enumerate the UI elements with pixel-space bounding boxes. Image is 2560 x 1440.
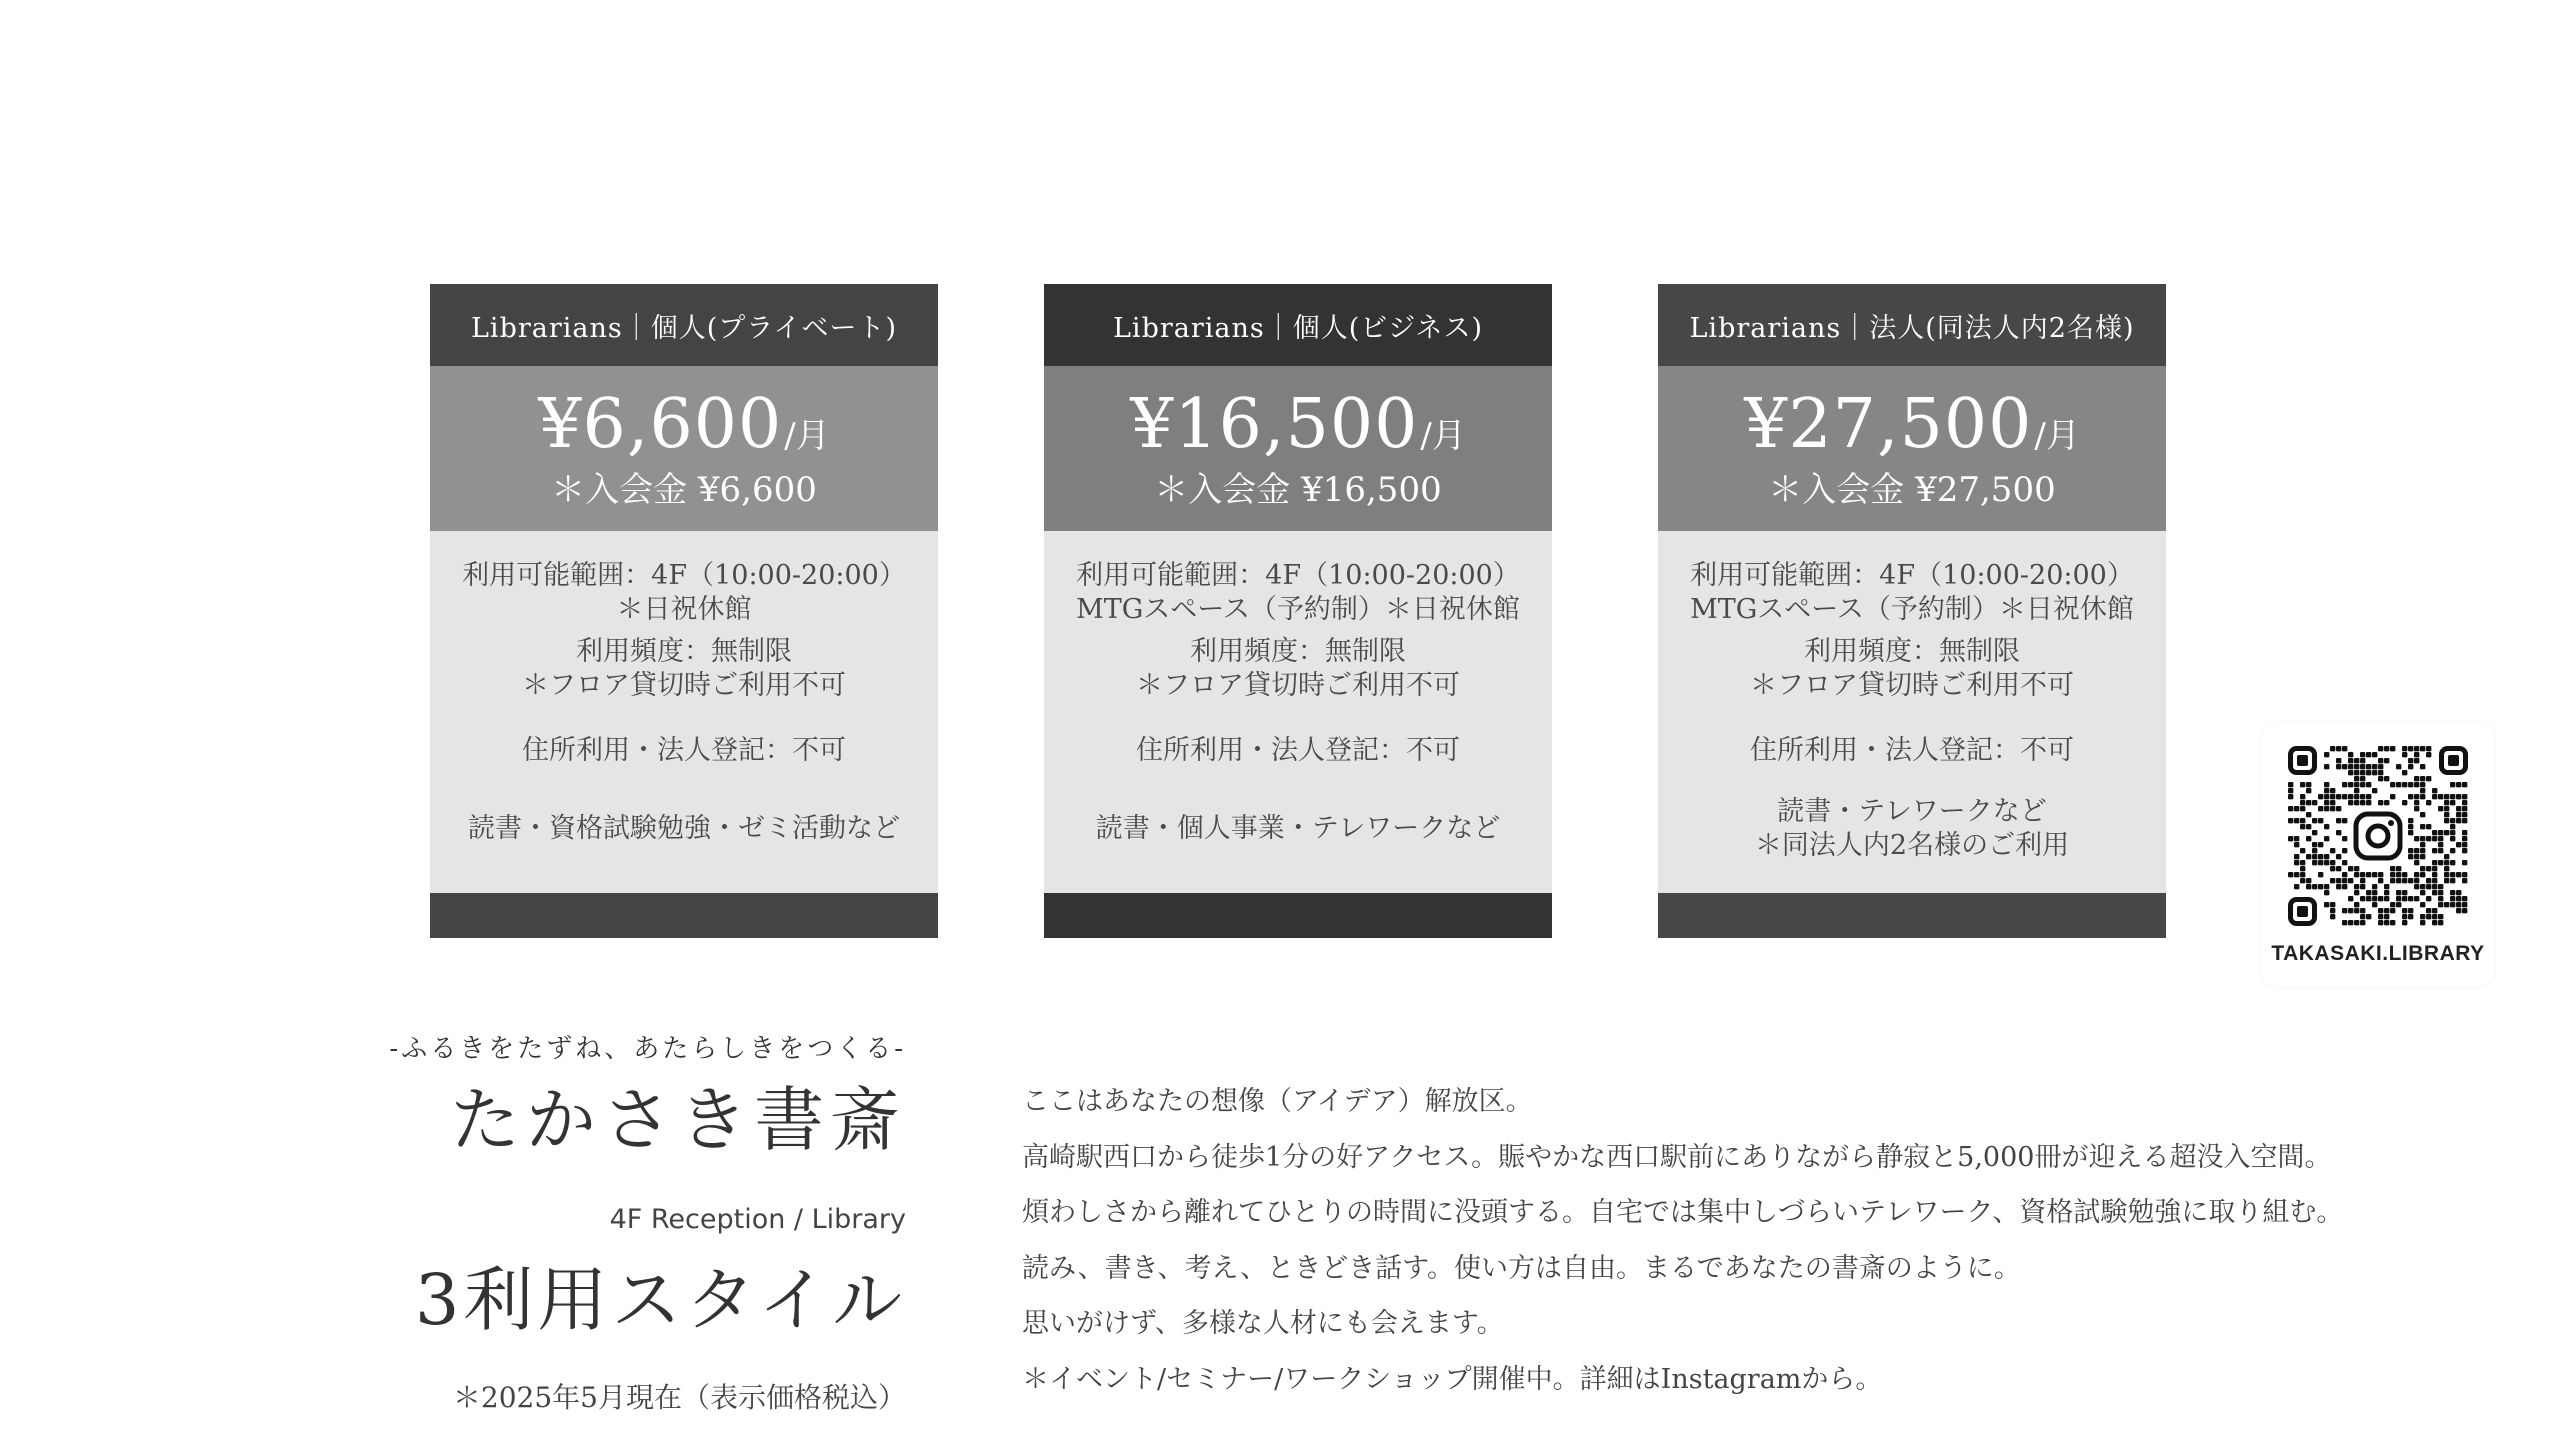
usage-examples-note: ＊同法人内2名様のご利用 — [1754, 830, 2070, 861]
plan-card-footer — [430, 893, 938, 938]
plan-card-corporate — [1658, 284, 2166, 938]
description-line: 思いがけず、多様な人材にも会えます。 — [1022, 1308, 1504, 1339]
description-line: ここはあなたの想像（アイデア）解放区。 — [1022, 1086, 1533, 1117]
plan-card-footer — [1044, 893, 1552, 938]
usage-frequency-note: ＊フロア貸切時ご利用不可 — [522, 670, 846, 701]
plan-card-price-panel — [1658, 366, 2166, 531]
description-line: 読み、書き、考え、ときどき話す。使い方は自由。まるであなたの書斎のように。 — [1022, 1252, 2021, 1284]
instagram-icon — [2350, 808, 2406, 864]
price-unit: /月 — [784, 415, 830, 456]
price-amount: ¥27,500 — [1744, 384, 2033, 464]
closed-days: MTGスペース（予約制）＊日祝休館 — [1076, 594, 1520, 625]
qr-code[interactable] — [2288, 746, 2468, 926]
usage-frequency-note: ＊フロア貸切時ご利用不可 — [1136, 670, 1460, 701]
plan-card-details — [430, 531, 938, 893]
plan-card-footer — [1658, 893, 2166, 938]
price-unit: /月 — [2034, 415, 2080, 456]
instagram-qr-card[interactable] — [2262, 724, 2494, 986]
brand-title: たかさき書斎 — [450, 1079, 906, 1161]
closed-days: ＊日祝休館 — [616, 594, 752, 625]
address-registration: 住所利用・法人登記：不可 — [1136, 735, 1460, 766]
enrollment-fee: ＊入会金 ¥27,500 — [1768, 469, 2056, 510]
plan-card-details — [1658, 531, 2166, 893]
description-line: ＊イベント/セミナー/ワークショップ開催中。詳細はInstagramから。 — [1022, 1363, 1883, 1395]
plan-card-header: Librarians｜個人(ビジネス) — [1044, 284, 1552, 366]
usage-range: 利用可能範囲：4F（10:00-20:00） — [462, 560, 906, 591]
usage-styles-title: 3利用スタイル — [414, 1259, 906, 1341]
plan-card-header: Librarians｜法人(同法人内2名様) — [1658, 284, 2166, 366]
usage-frequency: 利用頻度：無制限 — [1804, 636, 2020, 667]
brand-tagline: -ふるきをたずね、あたらしきをつくる- — [389, 1034, 906, 1064]
enrollment-fee: ＊入会金 ¥16,500 — [1154, 469, 1442, 510]
plan-card-business — [1044, 284, 1552, 938]
usage-frequency: 利用頻度：無制限 — [1190, 636, 1406, 667]
description-line: 高崎駅西口から徒歩1分の好アクセス。賑やかな西口駅前にありながら静寂と5,000冊が迎える超没入空間。 — [1022, 1141, 2332, 1173]
price-unit: /月 — [1420, 415, 1466, 456]
usage-examples: 読書・資格試験勉強・ゼミ活動など — [468, 813, 900, 844]
usage-range: 利用可能範囲：4F（10:00-20:00） — [1076, 560, 1520, 591]
description-paragraph — [1022, 1074, 2343, 1407]
usage-range: 利用可能範囲：4F（10:00-20:00） — [1690, 560, 2134, 591]
plan-card-price-panel — [430, 366, 938, 531]
qr-caption: TAKASAKI.LIBRARY — [2271, 942, 2485, 965]
usage-examples: 読書・テレワークなど — [1777, 796, 2047, 827]
price-line — [538, 384, 830, 464]
plan-card-details — [1044, 531, 1552, 893]
price-note: ＊2025年5月現在（表示価格税込） — [452, 1381, 906, 1414]
plan-card-header: Librarians｜個人(プライベート) — [430, 284, 938, 366]
plan-card-price-panel — [1044, 366, 1552, 531]
price-line — [1130, 384, 1466, 464]
price-amount: ¥6,600 — [538, 384, 783, 464]
usage-frequency-note: ＊フロア貸切時ご利用不可 — [1750, 670, 2074, 701]
price-line — [1744, 384, 2080, 464]
usage-frequency: 利用頻度：無制限 — [576, 636, 792, 667]
usage-examples: 読書・個人事業・テレワークなど — [1095, 813, 1501, 844]
enrollment-fee: ＊入会金 ¥6,600 — [551, 469, 817, 510]
plan-card-private — [430, 284, 938, 938]
address-registration: 住所利用・法人登記：不可 — [1750, 735, 2074, 766]
floor-reception-label: 4F Reception / Library — [609, 1204, 906, 1235]
description-line: 煩わしさから離れてひとりの時間に没頭する。自宅では集中しづらいテレワーク、資格試験勉強に取り組む。 — [1022, 1197, 2344, 1228]
price-amount: ¥16,500 — [1130, 384, 1419, 464]
closed-days: MTGスペース（予約制）＊日祝休館 — [1690, 594, 2134, 625]
address-registration: 住所利用・法人登記：不可 — [522, 735, 846, 766]
